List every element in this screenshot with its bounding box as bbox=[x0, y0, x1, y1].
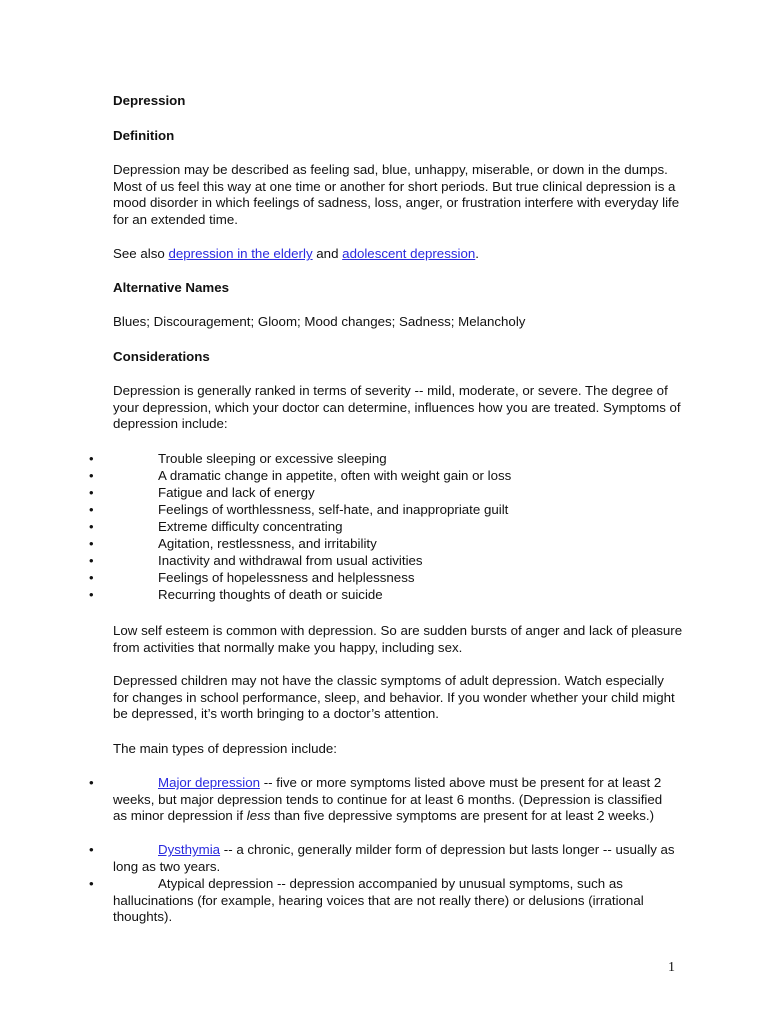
bullet-icon: • bbox=[89, 570, 94, 585]
bullet-icon: • bbox=[89, 519, 94, 534]
symptom-text: Feelings of worthlessness, self-hate, and inappropriate guilt bbox=[158, 502, 509, 517]
self-esteem-paragraph: Low self esteem is common with depression. So are sudden bursts of anger and lack of pleasure from activities that normally make you happy, including sex. bbox=[113, 623, 683, 655]
bullet-icon: • bbox=[89, 451, 94, 466]
definition-heading: Definition bbox=[113, 128, 175, 143]
bullet-icon: • bbox=[89, 502, 94, 517]
type-text: Atypical depression -- depression accompanied by unusual symptoms, such as hallucinations (for example, hearing voices that are not really there) or delusions (irrational thoughts). bbox=[113, 876, 644, 925]
list-item bbox=[0, 451, 700, 468]
list-item bbox=[0, 502, 700, 519]
considerations-intro: Depression is generally ranked in terms of severity -- mild, moderate, or severe. The degree of your depression, which your doctor can determine, influences how you are treated. Symptoms of depression include: bbox=[113, 383, 681, 432]
link-major-depression[interactable]: Major depression bbox=[158, 775, 260, 790]
list-item bbox=[89, 876, 678, 926]
list-item bbox=[0, 468, 700, 485]
bullet-icon: • bbox=[89, 536, 94, 551]
list-item bbox=[0, 536, 700, 553]
type-text: than five depressive symptoms are present for at least 2 weeks.) bbox=[270, 808, 655, 824]
document-title: Depression bbox=[113, 93, 186, 108]
list-item bbox=[0, 570, 700, 587]
list-item bbox=[0, 519, 700, 536]
children-paragraph: Depressed children may not have the classic symptoms of adult depression. Watch especially for changes in school performance, sleep, and behavior. If you wonder whether your child might be depressed, it’s worth bringing to a doctor’s attention. bbox=[113, 673, 675, 722]
bullet-icon: • bbox=[89, 468, 94, 483]
page-number: 1 bbox=[668, 960, 675, 975]
considerations-heading: Considerations bbox=[113, 349, 210, 364]
link-adolescent-depression[interactable]: adolescent depression bbox=[342, 246, 476, 261]
bullet-icon: • bbox=[89, 842, 94, 857]
see-also-prefix: See also bbox=[113, 246, 169, 261]
list-item bbox=[89, 775, 678, 825]
type-text: -- five or more symptoms listed above must be present for at least 2 weeks, but major depression tends to continue for at least 6 months. (Depression is classified as minor depression if bbox=[113, 775, 663, 824]
bullet-icon: • bbox=[89, 553, 94, 568]
link-dysthymia[interactable]: Dysthymia bbox=[158, 842, 221, 857]
symptom-text: Feelings of hopelessness and helplessness bbox=[158, 570, 415, 585]
type-emphasis: less bbox=[246, 808, 271, 824]
list-item bbox=[0, 485, 700, 502]
symptom-text: Recurring thoughts of death or suicide bbox=[158, 587, 383, 602]
alternative-names-heading: Alternative Names bbox=[113, 280, 230, 295]
symptom-text: A dramatic change in appetite, often with weight gain or loss bbox=[158, 468, 512, 483]
list-item bbox=[0, 553, 700, 570]
bullet-icon: • bbox=[89, 876, 94, 891]
alternative-names-text: Blues; Discouragement; Gloom; Mood changes; Sadness; Melancholy bbox=[113, 314, 526, 329]
link-depression-elderly[interactable]: depression in the elderly bbox=[168, 246, 313, 261]
list-item bbox=[0, 587, 700, 604]
definition-paragraph: Depression may be described as feeling sad, blue, unhappy, miserable, or down in the dumps. Most of us feel this way at one time or another for short periods. But true clinical depression is a mood disorder in which feelings of sadness, loss, anger, or frustration interfere with everyday life for an extended time. bbox=[113, 162, 680, 228]
symptom-text: Fatigue and lack of energy bbox=[158, 485, 315, 500]
type-text: -- a chronic, generally milder form of depression but lasts longer -- usually as long as two years. bbox=[113, 842, 675, 874]
symptom-text: Trouble sleeping or excessive sleeping bbox=[158, 451, 387, 466]
bullet-icon: • bbox=[89, 485, 94, 500]
see-also-paragraph bbox=[113, 246, 683, 263]
see-also-and: and bbox=[312, 246, 343, 261]
see-also-period: . bbox=[475, 246, 479, 261]
bullet-icon: • bbox=[89, 587, 94, 602]
symptom-text: Agitation, restlessness, and irritability bbox=[158, 536, 377, 551]
bullet-icon: • bbox=[89, 775, 94, 790]
symptom-text: Extreme difficulty concentrating bbox=[158, 519, 343, 534]
types-intro: The main types of depression include: bbox=[113, 741, 337, 756]
list-item bbox=[89, 842, 678, 875]
symptom-text: Inactivity and withdrawal from usual activities bbox=[158, 553, 423, 568]
